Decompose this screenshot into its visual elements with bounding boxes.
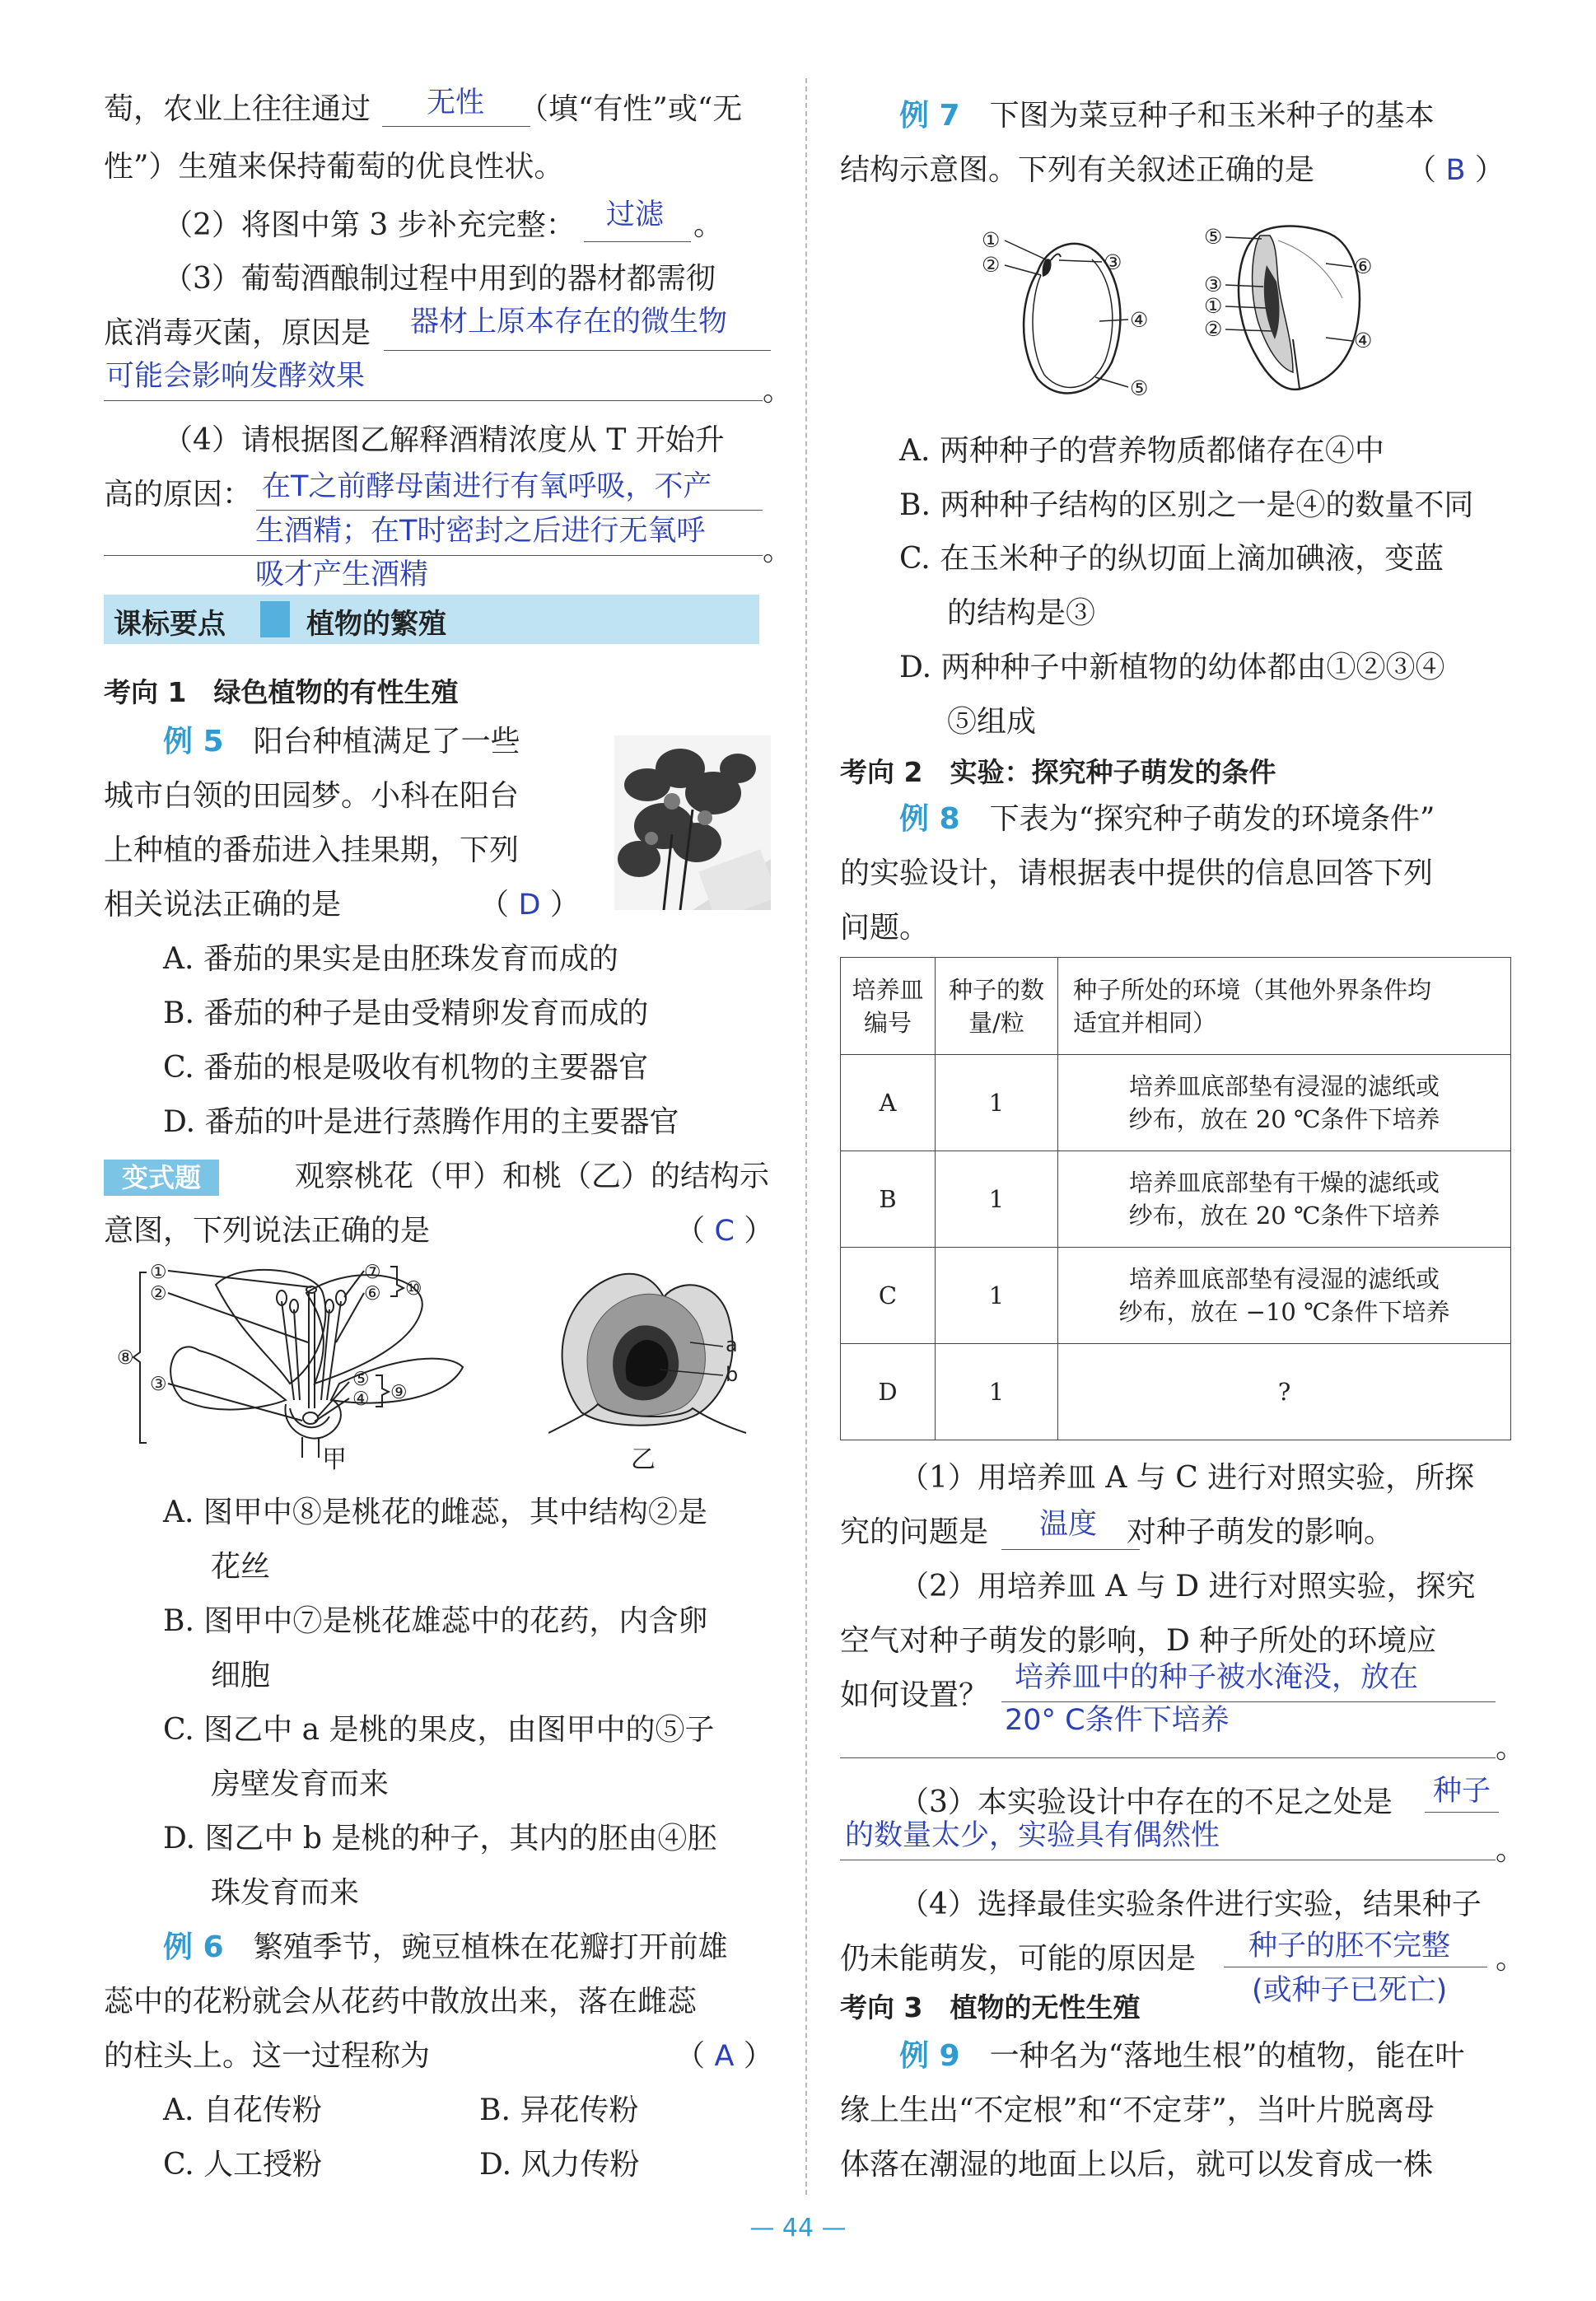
table-header-cell: 培养皿 编号 bbox=[841, 958, 936, 1055]
ex7-option-b: B. 两种种子结构的区别之一是④的数量不同 bbox=[899, 488, 1474, 522]
svg-text:⑤: ⑤ bbox=[352, 1369, 370, 1390]
ex7-answer: B bbox=[1445, 154, 1466, 187]
answer-wuxing: 无性 bbox=[427, 86, 485, 119]
ex5-line3: 上种植的番茄进入挂果期，下列 bbox=[104, 833, 520, 867]
table-row bbox=[841, 1151, 1511, 1248]
q3-line1: （3）葡萄酒酿制过程中用到的器材都需彻 bbox=[163, 262, 716, 296]
q2-end: 。 bbox=[693, 208, 724, 242]
ex6-line3: 的柱头上。这一过程称为 bbox=[104, 2039, 431, 2073]
table-header-cell: 种子的数 量/粒 bbox=[936, 958, 1058, 1055]
ex5-option-c: C. 番茄的根是吸收有机物的主要器官 bbox=[163, 1051, 649, 1085]
page-number: — 44 — bbox=[749, 2214, 847, 2243]
ex8-q2-line3: 如何设置？ bbox=[840, 1678, 989, 1712]
bs-line2: 意图，下列说法正确的是 bbox=[104, 1214, 431, 1248]
section-title: 植物的繁殖 bbox=[306, 608, 446, 641]
ex5-option-d: D. 番茄的叶是进行蒸腾作用的主要器官 bbox=[163, 1105, 679, 1139]
bianshiti-label: 变式题 bbox=[104, 1160, 219, 1196]
table-cell: 1 bbox=[936, 1344, 1058, 1440]
ex7-line1: 例 7 下图为菜豆种子和玉米种子的基本 bbox=[899, 99, 1435, 133]
ex7-option-d1: D. 两种种子中新植物的幼体都由①②③④ bbox=[899, 651, 1445, 684]
ex8-q3-end: 。 bbox=[1496, 1833, 1526, 1867]
ex7-label: 例 7 bbox=[899, 99, 960, 133]
table-row bbox=[841, 1248, 1511, 1344]
answer-guolv: 过滤 bbox=[606, 198, 665, 231]
svg-text:③: ③ bbox=[1104, 250, 1122, 274]
svg-text:⑨: ⑨ bbox=[390, 1382, 408, 1403]
ex8-q3-line1: （3）本实验设计中存在的不足之处是 bbox=[899, 1785, 1393, 1819]
ex6-answer: A bbox=[714, 2040, 735, 2073]
ex8-label: 例 8 bbox=[899, 802, 960, 836]
ex5-answer: D bbox=[518, 889, 541, 922]
ex8-line1: 例 8 下表为“探究种子萌发的环境条件” bbox=[899, 802, 1435, 836]
svg-text:⑩: ⑩ bbox=[405, 1278, 422, 1300]
ex6-option-d: D. 风力传粉 bbox=[479, 2148, 640, 2182]
answer-line bbox=[840, 1757, 1496, 1758]
q2-line: （2）将图中第 3 步补充完整： bbox=[163, 208, 576, 242]
table-cell: 培养皿底部垫有浸湿的滤纸或 纱布，放在 −10 ℃条件下培养 bbox=[1058, 1248, 1511, 1344]
kaoxiang-1-heading: 考向 1 绿色植物的有性生殖 bbox=[104, 676, 459, 708]
answer-line bbox=[104, 400, 763, 401]
kaoxiang-2-heading: 考向 2 实验：探究种子萌发的条件 bbox=[840, 756, 1276, 788]
answer-q4a: 在T之前酵母菌进行有氧呼吸，不产 bbox=[262, 470, 712, 503]
bs-option-c2: 房壁发育而来 bbox=[211, 1767, 390, 1801]
bs-option-b1: B. 图甲中⑦是桃花雄蕊中的花药，内含卵 bbox=[163, 1604, 708, 1638]
answer-ex8-q2b: 20° C条件下培养 bbox=[1005, 1704, 1230, 1737]
q1-line1: 萄，农业上往往通过 （填“有性”或“无 bbox=[104, 92, 743, 126]
svg-text:①: ① bbox=[150, 1262, 167, 1283]
answer-line bbox=[384, 350, 771, 351]
svg-text:①: ① bbox=[982, 228, 1001, 252]
ex9-line2: 缘上生出“不定根”和“不定芽”，当叶片脱离母 bbox=[840, 2093, 1435, 2127]
bs-answer: C bbox=[714, 1215, 735, 1248]
table-header-cell: 种子所处的环境（其他外界条件均 适宜并相同） bbox=[1058, 958, 1511, 1055]
ex8-q4-line1: （4）选择最佳实验条件进行实验，结果种子 bbox=[899, 1888, 1482, 1921]
q1-line2: 性”）生殖来保持葡萄的优良性状。 bbox=[104, 150, 564, 184]
ex8-q4-line2: 仍未能萌发，可能的原因是 bbox=[840, 1942, 1197, 1976]
table-cell: 培养皿底部垫有浸湿的滤纸或 纱布，放在 20 ℃条件下培养 bbox=[1058, 1055, 1511, 1151]
answer-q3b: 可能会影响发酵效果 bbox=[105, 360, 366, 393]
ex8-q2-line1: （2）用培养皿 A 与 D 进行对照实验，探究 bbox=[899, 1570, 1476, 1603]
ex6-option-a: A. 自花传粉 bbox=[163, 2093, 322, 2127]
table-cell: A bbox=[841, 1055, 936, 1151]
table-header-row bbox=[841, 958, 1511, 1055]
svg-text:②: ② bbox=[982, 253, 1001, 277]
answer-line bbox=[1001, 1549, 1140, 1550]
bs-option-d2: 珠发育而来 bbox=[211, 1876, 360, 1910]
answer-ex8-q4a: 种子的胚不完整 bbox=[1248, 1930, 1451, 1963]
svg-text:⑧: ⑧ bbox=[117, 1347, 134, 1369]
ex5-line4: 相关说法正确的是 bbox=[104, 888, 342, 922]
ex7-option-c1: C. 在玉米种子的纵切面上滴加碘液，变蓝 bbox=[899, 542, 1444, 576]
experiment-table bbox=[840, 957, 1511, 1440]
ex7-answer-bracket: （ B ） bbox=[1407, 153, 1505, 187]
bs-option-b2: 细胞 bbox=[211, 1659, 271, 1692]
answer-ex8-q2a: 培养皿中的种子被水淹没，放在 bbox=[1015, 1661, 1419, 1694]
ex6-option-c: C. 人工授粉 bbox=[163, 2148, 323, 2182]
table-cell: D bbox=[841, 1344, 936, 1440]
ex8-line2: 的实验设计，请根据表中提供的信息回答下列 bbox=[840, 856, 1434, 890]
q3-line2: 底消毒灭菌，原因是 bbox=[104, 316, 371, 350]
q4-line1: （4）请根据图乙解释酒精浓度从 T 开始升 bbox=[163, 423, 725, 457]
kaoxiang-3-heading: 考向 3 植物的无性生殖 bbox=[840, 1991, 1141, 2023]
ex5-option-a: A. 番茄的果实是由胚珠发育而成的 bbox=[163, 942, 618, 976]
fig-yi-label: 乙 bbox=[631, 1445, 656, 1474]
ex5-label: 例 5 bbox=[163, 725, 224, 758]
svg-text:⑥: ⑥ bbox=[364, 1283, 381, 1305]
ex6-answer-bracket: （ A ） bbox=[675, 2039, 773, 2073]
q4-line2: 高的原因： bbox=[104, 478, 253, 511]
svg-text:①: ① bbox=[1204, 294, 1223, 318]
svg-text:⑦: ⑦ bbox=[364, 1262, 381, 1283]
answer-ex8-q1: 温度 bbox=[1039, 1508, 1098, 1541]
ex9-line3: 体落在潮湿的地面上以后，就可以发育成一株 bbox=[840, 2148, 1434, 2182]
answer-line bbox=[256, 510, 763, 511]
svg-text:②: ② bbox=[1204, 317, 1223, 341]
bs-option-a1: A. 图甲中⑧是桃花的雌蕊，其中结构②是 bbox=[163, 1496, 707, 1529]
svg-text:⑤: ⑤ bbox=[1130, 376, 1149, 400]
ex8-q4-end: 。 bbox=[1496, 1942, 1526, 1976]
section-tag: 课标要点 bbox=[114, 608, 226, 641]
section-number-block bbox=[260, 601, 290, 637]
bs-option-d1: D. 图乙中 b 是桃的种子，其内的胚由④胚 bbox=[163, 1822, 717, 1855]
corn-seed-diagram bbox=[1202, 216, 1408, 405]
svg-text:⑤: ⑤ bbox=[1204, 225, 1223, 249]
bs-option-c1: C. 图乙中 a 是桃的果皮，由图甲中的⑤子 bbox=[163, 1713, 715, 1747]
svg-text:④: ④ bbox=[1354, 329, 1373, 352]
answer-ex8-q3b: 的数量太少，实验具有偶然性 bbox=[845, 1819, 1220, 1852]
ex8-line3: 问题。 bbox=[840, 911, 930, 945]
ex5-option-b: B. 番茄的种子是由受精卵发育而成的 bbox=[163, 996, 649, 1030]
answer-line bbox=[382, 126, 530, 127]
q4-end: 。 bbox=[763, 534, 793, 567]
peach-fruit-diagram bbox=[548, 1264, 754, 1437]
svg-text:④: ④ bbox=[1130, 308, 1149, 332]
peach-flower-diagram bbox=[117, 1260, 545, 1458]
bean-seed-diagram bbox=[980, 222, 1178, 412]
svg-text:③: ③ bbox=[1204, 273, 1223, 296]
table-row bbox=[841, 1055, 1511, 1151]
svg-text:②: ② bbox=[150, 1283, 167, 1305]
ex7-option-c2: 的结构是③ bbox=[947, 596, 1096, 630]
ex9-label: 例 9 bbox=[899, 2039, 960, 2073]
ex5-line1: 例 5 阳台种植满足了一些 bbox=[163, 725, 520, 758]
ex7-option-a: A. 两种种子的营养物质都储存在④中 bbox=[899, 434, 1384, 468]
svg-text:③: ③ bbox=[150, 1374, 167, 1395]
fig-jia-label: 甲 bbox=[322, 1445, 347, 1474]
svg-text:④: ④ bbox=[352, 1389, 370, 1410]
svg-text:b: b bbox=[726, 1363, 739, 1386]
answer-q4b: 生酒精；在T时密封之后进行无氧呼 bbox=[255, 515, 706, 548]
ex7-line2: 结构示意图。下列有关叙述正确的是 bbox=[840, 153, 1315, 187]
bs-answer-bracket: （ C ） bbox=[675, 1214, 774, 1248]
table-cell: 1 bbox=[936, 1055, 1058, 1151]
answer-q3a: 器材上原本存在的微生物 bbox=[410, 306, 728, 338]
table-cell: ? bbox=[1058, 1344, 1511, 1440]
ex7-option-d2: ⑤组成 bbox=[947, 705, 1037, 739]
answer-ex8-q4b: (或种子已死亡) bbox=[1252, 1974, 1448, 2007]
answer-line bbox=[104, 555, 763, 556]
table-cell: B bbox=[841, 1151, 936, 1248]
ex5-line2: 城市白领的田园梦。小科在阳台 bbox=[104, 779, 520, 813]
bs-option-a2: 花丝 bbox=[211, 1550, 271, 1584]
svg-text:a: a bbox=[726, 1333, 738, 1356]
ex8-q2-line2: 空气对种子萌发的影响，D 种子所处的环境应 bbox=[840, 1624, 1437, 1658]
tomato-plant-photo bbox=[614, 735, 771, 910]
ex6-line2: 蕊中的花粉就会从花药中散放出来，落在雌蕊 bbox=[104, 1985, 698, 2019]
answer-ex8-q3a: 种子 bbox=[1433, 1775, 1491, 1808]
ex6-option-b: B. 异花传粉 bbox=[479, 2093, 639, 2127]
table-cell: 1 bbox=[936, 1151, 1058, 1248]
table-cell: 培养皿底部垫有干燥的滤纸或 纱布，放在 20 ℃条件下培养 bbox=[1058, 1151, 1511, 1248]
column-divider bbox=[805, 78, 807, 2195]
answer-q4c: 吸才产生酒精 bbox=[255, 558, 429, 591]
answer-line bbox=[584, 241, 691, 242]
answer-line bbox=[1425, 1812, 1499, 1813]
bs-line1: 观察桃花（甲）和桃（乙）的结构示 bbox=[295, 1160, 770, 1193]
ex6-label: 例 6 bbox=[163, 1930, 224, 1964]
table-cell: 1 bbox=[936, 1248, 1058, 1344]
ex8-q1-line2: 究的问题是 对种子萌发的影响。 bbox=[840, 1515, 1394, 1549]
ex9-line1: 例 9 一种名为“落地生根”的植物，能在叶 bbox=[899, 2039, 1465, 2073]
q3-end: 。 bbox=[763, 374, 793, 408]
svg-text:⑥: ⑥ bbox=[1354, 254, 1373, 278]
ex8-q1-line1: （1）用培养皿 A 与 C 进行对照实验，所探 bbox=[899, 1461, 1475, 1495]
section-header bbox=[104, 595, 759, 644]
ex6-line1: 例 6 繁殖季节，豌豆植株在花瓣打开前雄 bbox=[163, 1930, 728, 1964]
table-cell: C bbox=[841, 1248, 936, 1344]
table-row bbox=[841, 1344, 1511, 1440]
ex8-q2-end: 。 bbox=[1496, 1731, 1526, 1765]
ex5-answer-bracket: （ D ） bbox=[479, 888, 580, 922]
